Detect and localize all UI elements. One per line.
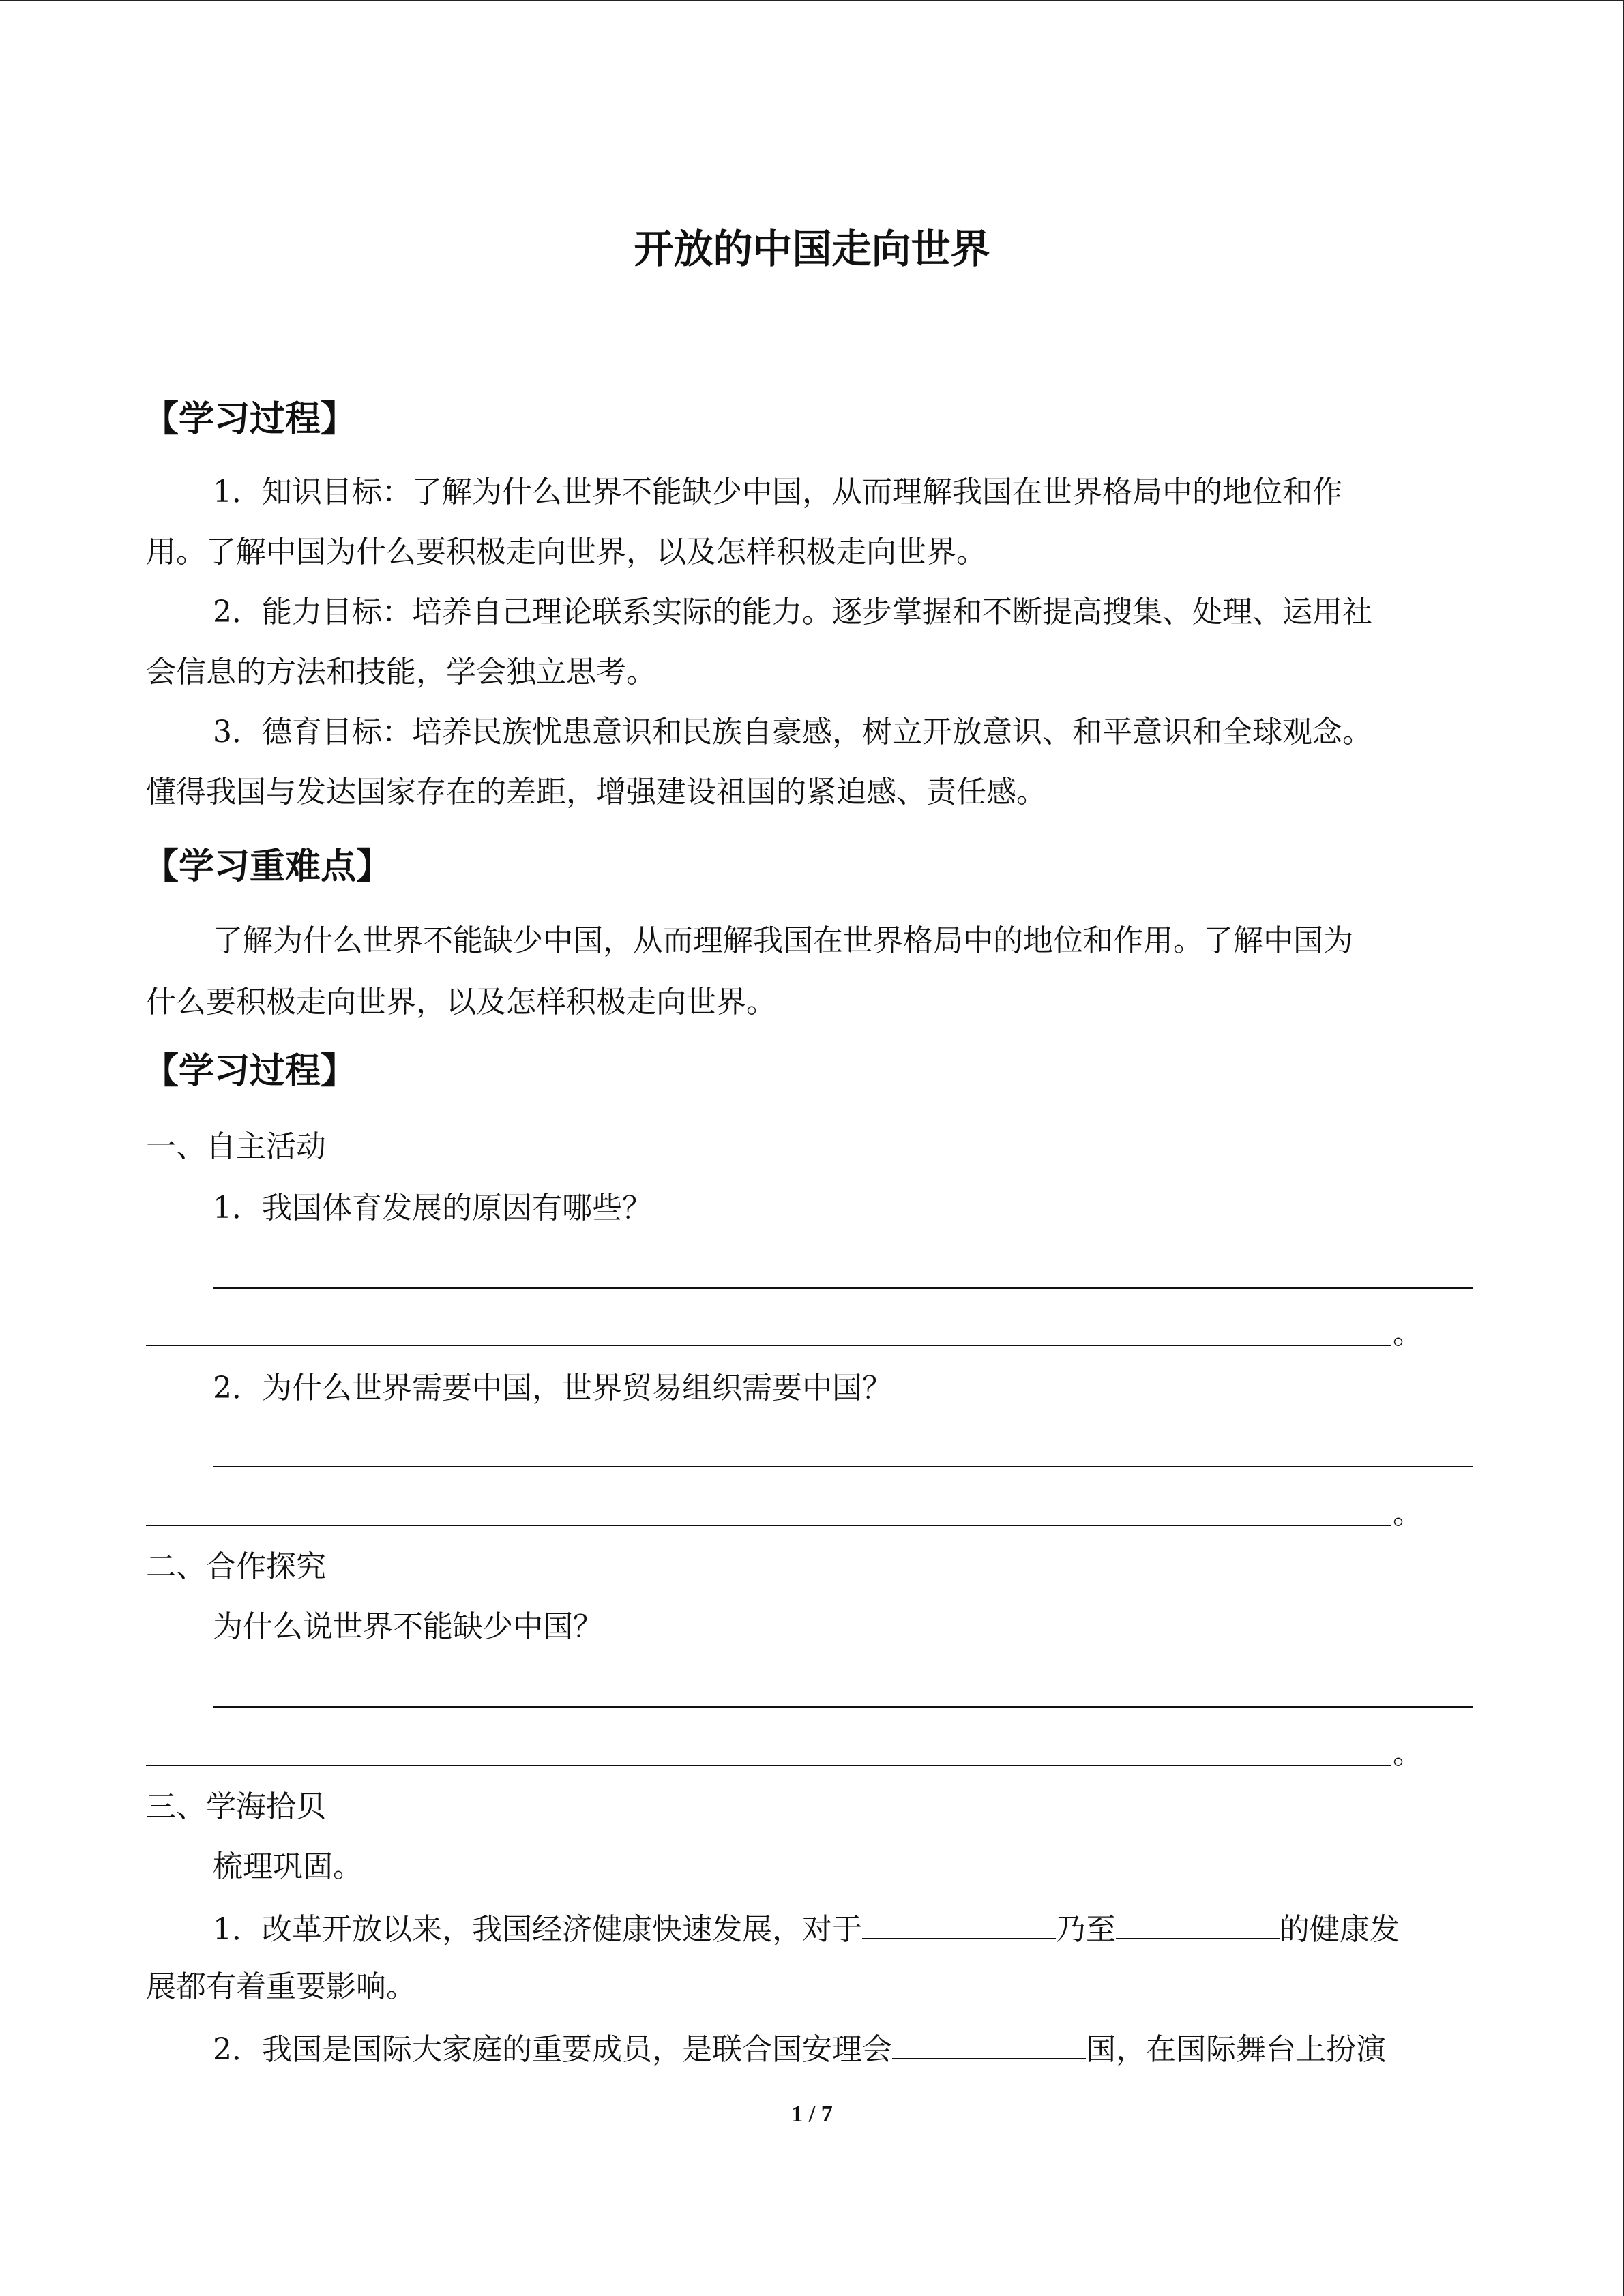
fill-blank[interactable] [862, 1907, 1056, 1939]
key-points-line2: 什么要积极走向世界，以及怎样积极走向世界。 [146, 985, 776, 1019]
fill-blank[interactable] [1116, 1907, 1280, 1939]
goal-ability-line1: 2．能力目标：培养自己理论联系实际的能力。逐步掌握和不断提高搜集、处理、运用社 [213, 595, 1372, 629]
fill-blank-item-1-text-c: 的健康发 [1280, 1912, 1400, 1947]
part-review-label: 三、学海拾贝 [146, 1789, 326, 1824]
fill-blank-item-2-text-a: 2．我国是国际大家庭的重要成员，是联合国安理会 [213, 2032, 892, 2067]
goal-moral-line1: 3．德育目标：培养民族忧患意识和民族自豪感，树立开放意识、和平意识和全球观念。 [213, 715, 1372, 749]
fill-blank[interactable] [892, 2027, 1086, 2059]
section-heading-learning-process-2: 【学习过程】 [143, 1050, 357, 1092]
answer-line[interactable] [146, 1765, 1391, 1766]
section-heading-key-points: 【学习重难点】 [143, 846, 392, 887]
fill-blank-item-2 [213, 2027, 1386, 2070]
answer-line[interactable] [213, 1466, 1473, 1467]
fill-blank-item-2-text-b: 国，在国际舞台上扮演 [1086, 2032, 1386, 2067]
review-intro: 梳理巩固。 [213, 1849, 363, 1884]
part-self-study-label: 一、自主活动 [146, 1129, 326, 1164]
part-cooperation-label: 二、合作探究 [146, 1549, 326, 1584]
fill-blank-item-1-line2: 展都有着重要影响。 [146, 1969, 416, 2004]
goal-knowledge-line1: 1．知识目标：了解为什么世界不能缺少中国，从而理解我国在世界格局中的地位和作 [213, 475, 1342, 509]
answer-period: 。 [1393, 1736, 1423, 1771]
fill-blank-item-1-text-a: 1．改革开放以来，我国经济健康快速发展，对于 [213, 1912, 862, 1947]
page-number: 1 / 7 [791, 2102, 833, 2127]
fill-blank-item-1 [213, 1907, 1400, 1950]
answer-line[interactable] [146, 1525, 1391, 1526]
question-sports-development: 1．我国体育发展的原因有哪些？ [213, 1191, 652, 1225]
goal-ability-line2: 会信息的方法和技能，学会独立思考。 [146, 655, 656, 689]
page-title: 开放的中国走向世界 [634, 226, 990, 272]
answer-line[interactable] [213, 1287, 1473, 1289]
answer-line[interactable] [146, 1345, 1391, 1346]
key-points-line1: 了解为什么世界不能缺少中国，从而理解我国在世界格局中的地位和作用。了解中国为 [213, 923, 1353, 958]
question-world-needs-china: 2．为什么世界需要中国，世界贸易组织需要中国？ [213, 1371, 892, 1405]
question-why-world-needs-china: 为什么说世界不能缺少中国？ [213, 1609, 603, 1644]
fill-blank-item-1-text-b: 乃至 [1056, 1912, 1116, 1947]
answer-period: 。 [1393, 1496, 1423, 1531]
section-heading-learning-process: 【学习过程】 [143, 398, 357, 440]
answer-period: 。 [1393, 1316, 1423, 1351]
answer-line[interactable] [213, 1706, 1473, 1708]
goal-knowledge-line2: 用。了解中国为什么要积极走向世界，以及怎样积极走向世界。 [146, 535, 986, 569]
goal-moral-line2: 懂得我国与发达国家存在的差距，增强建设祖国的紧迫感、责任感。 [146, 775, 1046, 809]
